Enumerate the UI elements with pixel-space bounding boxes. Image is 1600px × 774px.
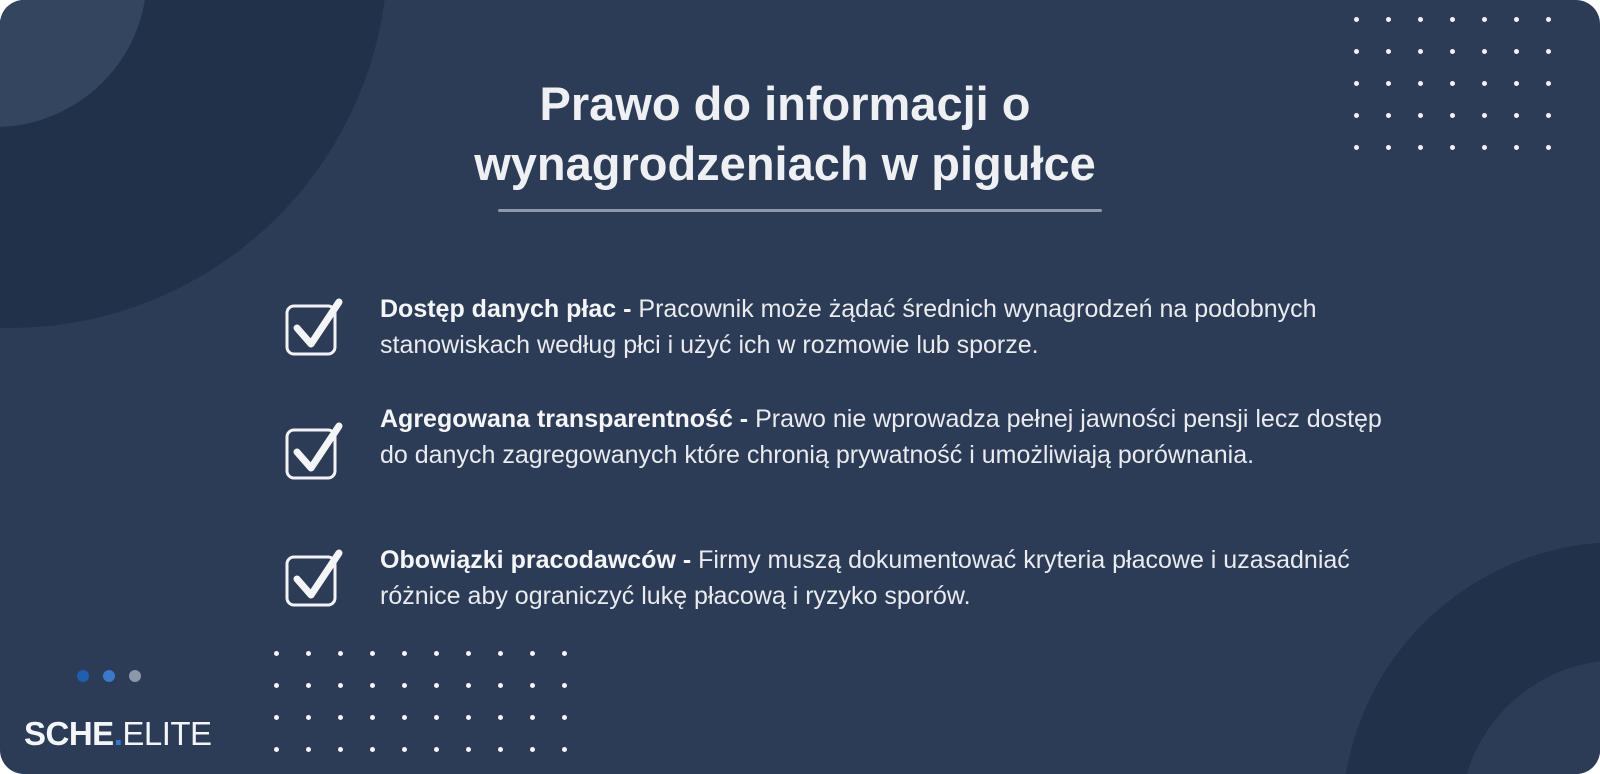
feature-text [380, 291, 1400, 363]
pattern-dot [338, 683, 343, 688]
pattern-dot [1386, 81, 1391, 86]
pattern-dot [498, 747, 503, 752]
pattern-dot [1546, 145, 1551, 150]
pattern-dot [1354, 113, 1359, 118]
pattern-dot [530, 715, 535, 720]
pattern-dot [1482, 145, 1487, 150]
pattern-dot [1482, 81, 1487, 86]
pattern-dot [466, 747, 471, 752]
pattern-dot [466, 651, 471, 656]
pattern-dot [498, 651, 503, 656]
feature-text [380, 542, 1400, 614]
pattern-dot [1418, 81, 1423, 86]
pattern-dot [274, 747, 279, 752]
pattern-dot [562, 715, 567, 720]
pattern-dot [1354, 81, 1359, 86]
checkbox-checked-icon [284, 546, 348, 610]
dot-pattern-top-right [1354, 17, 1551, 150]
pattern-dot [1354, 49, 1359, 54]
pattern-dot [498, 683, 503, 688]
pattern-dot [1450, 113, 1455, 118]
logo-separator: . [113, 715, 123, 752]
pattern-dot [1514, 145, 1519, 150]
pattern-dot [1386, 17, 1391, 22]
pattern-dot [1482, 49, 1487, 54]
pattern-dot [498, 715, 503, 720]
pattern-dot [402, 651, 407, 656]
pattern-dot [370, 683, 375, 688]
pattern-dot [306, 651, 311, 656]
pattern-dot [274, 683, 279, 688]
pattern-dot [530, 683, 535, 688]
pattern-dot [1386, 49, 1391, 54]
pattern-dot [562, 747, 567, 752]
pattern-dot [1418, 17, 1423, 22]
feature-description: Firmy muszą dokumentować kryteria płacowe i uzasadniać różnice aby ograniczyć lukę płacową i ryzyko sporów. [380, 546, 1350, 610]
pattern-dot [1546, 17, 1551, 22]
pattern-dot [338, 747, 343, 752]
pattern-dot [1514, 81, 1519, 86]
pattern-dot [1450, 49, 1455, 54]
pattern-dot [434, 747, 439, 752]
pattern-dot [1514, 49, 1519, 54]
pattern-dot [1354, 17, 1359, 22]
checkbox-checked-icon [284, 419, 348, 483]
pattern-dot [434, 715, 439, 720]
feature-title: Agregowana transparentność - [380, 405, 749, 433]
feature-text [380, 401, 1400, 473]
pattern-dot [1450, 17, 1455, 22]
page-title: Prawo do informacji o wynagrodzeniach w pigułce [474, 77, 1096, 190]
feature-title: Obowiązki pracodawców - [380, 546, 692, 574]
pattern-dot [338, 651, 343, 656]
checkbox-checked-icon [284, 295, 348, 359]
pattern-dot [1546, 49, 1551, 54]
brand-logo [24, 714, 212, 754]
pattern-dot [306, 747, 311, 752]
pattern-dot [1546, 81, 1551, 86]
pattern-dot [562, 651, 567, 656]
feature-description: Prawo nie wprowadza pełnej jawności pensji lecz dostęp do danych zagregowanych które chronią prywatność i umożliwiają porównania. [380, 405, 1382, 469]
pattern-dot [338, 715, 343, 720]
pattern-dot [402, 683, 407, 688]
pattern-dot [466, 683, 471, 688]
pattern-dot [274, 651, 279, 656]
pattern-dot [1450, 81, 1455, 86]
pattern-dot [434, 651, 439, 656]
pattern-dot [530, 747, 535, 752]
pattern-dot [1354, 145, 1359, 150]
pattern-dot [1418, 49, 1423, 54]
pattern-dot [1482, 113, 1487, 118]
pattern-dot [1514, 17, 1519, 22]
pattern-dot [370, 651, 375, 656]
pattern-dot [306, 683, 311, 688]
pattern-dot [562, 683, 567, 688]
pattern-dot [370, 715, 375, 720]
pattern-dot [1418, 113, 1423, 118]
pattern-dot [530, 651, 535, 656]
logo-dots [77, 670, 147, 684]
pattern-dot [370, 747, 375, 752]
pattern-dot [1450, 145, 1455, 150]
logo-part-sche: SCHE [24, 715, 114, 752]
pattern-dot [306, 715, 311, 720]
logo-dot [103, 670, 115, 682]
pattern-dot [466, 715, 471, 720]
pattern-dot [402, 747, 407, 752]
feature-description: Pracownik może żądać średnich wynagrodzeń na podobnych stanowiskach według płci i użyć ich w rozmowie lub sporze. [380, 295, 1317, 359]
logo-dot [77, 670, 89, 682]
pattern-dot [1482, 17, 1487, 22]
logo-dot [129, 670, 141, 682]
pattern-dot [1546, 113, 1551, 118]
pattern-dot [1386, 113, 1391, 118]
pattern-dot [434, 683, 439, 688]
dot-pattern-bottom [274, 651, 567, 752]
pattern-dot [1514, 113, 1519, 118]
pattern-dot [274, 715, 279, 720]
pattern-dot [1418, 145, 1423, 150]
title-divider [498, 209, 1102, 212]
logo-part-elite: ELITE [122, 715, 212, 752]
pattern-dot [1386, 145, 1391, 150]
feature-title: Dostęp danych płac - [380, 295, 632, 323]
pattern-dot [402, 715, 407, 720]
